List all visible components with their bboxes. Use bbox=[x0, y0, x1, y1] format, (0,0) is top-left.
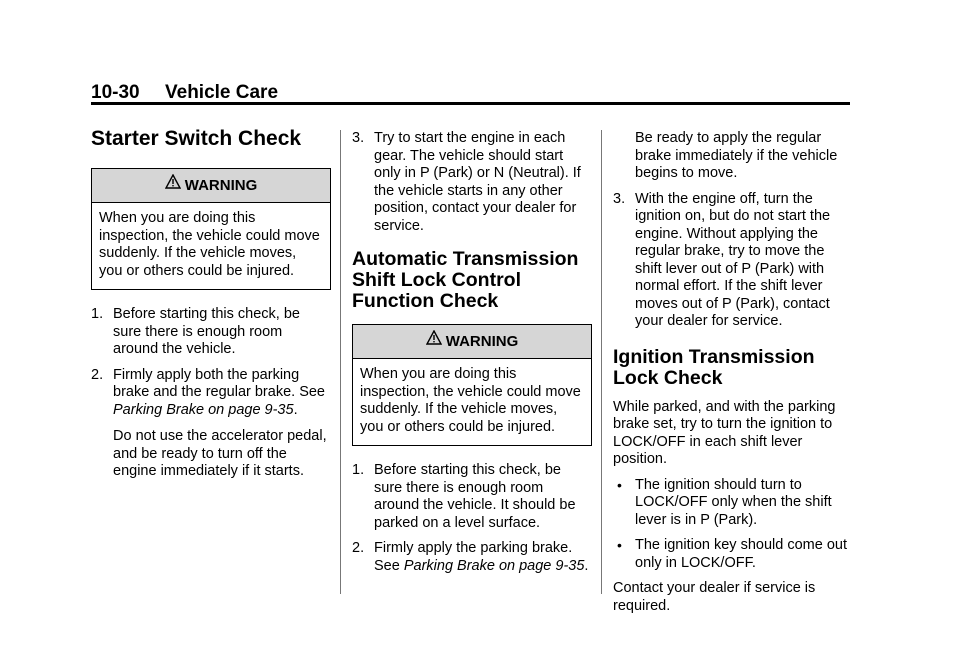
paragraph: Contact your dealer if service is required. bbox=[613, 580, 816, 614]
section-title-line: Function Check bbox=[352, 290, 499, 312]
page-number: 10-30 bbox=[91, 82, 140, 103]
list-text: Firmly apply the parking brake. See bbox=[374, 540, 573, 574]
list-number: 3. bbox=[352, 130, 365, 146]
bullet-icon: • bbox=[617, 476, 622, 493]
bullet-item bbox=[613, 537, 853, 572]
section-title-starter-switch: Starter Switch Check bbox=[91, 127, 302, 150]
section-title-shift-lock bbox=[352, 249, 592, 312]
paragraph: Be ready to apply the regular brake immediately if the vehicle begins to move. bbox=[635, 130, 838, 181]
list-text: Try to start the engine in each gear. The vehicle should start only in P (Park) or N (Neutral). If the vehicle starts in any other position, contact your dealer for service. bbox=[374, 130, 581, 234]
warning-box bbox=[352, 324, 592, 446]
list-item bbox=[91, 367, 331, 420]
list-number: 1. bbox=[91, 306, 104, 322]
list-text: Before starting this check, be sure there is enough room around the vehicle. bbox=[113, 306, 300, 357]
list-text-end: . bbox=[293, 401, 298, 418]
warning-header bbox=[353, 325, 591, 359]
section-title-line: Ignition Transmission bbox=[613, 345, 815, 368]
bullet-icon: • bbox=[617, 537, 622, 553]
column-3 bbox=[613, 130, 853, 615]
column-divider-2 bbox=[601, 130, 602, 594]
bullet-text: The ignition should turn to LOCK/OFF only when the shift lever is in P (Park). bbox=[635, 476, 832, 528]
warning-triangle-icon bbox=[426, 324, 442, 357]
list-item bbox=[352, 540, 592, 575]
warning-text: When you are doing this inspection, the vehicle could move suddenly. If the vehicle moves, you or others could be injured. bbox=[99, 210, 320, 279]
list-number: 3. bbox=[613, 190, 626, 207]
bullet-item bbox=[613, 477, 853, 530]
list-item bbox=[352, 130, 592, 235]
list-text: Before starting this check, be sure there is enough room around the vehicle. It should be parked on a level surface. bbox=[374, 462, 576, 531]
warning-header bbox=[92, 169, 330, 203]
list-number: 2. bbox=[352, 540, 365, 556]
warning-text: When you are doing this inspection, the vehicle could move suddenly. If the vehicle moves, you or others could be injured. bbox=[360, 366, 581, 435]
paragraph: Do not use the accelerator pedal, and be ready to turn off the engine immediately if it starts. bbox=[113, 428, 327, 479]
warning-box bbox=[91, 168, 331, 290]
list-number: 1. bbox=[352, 462, 365, 478]
column-divider-1 bbox=[340, 130, 341, 594]
paragraph: While parked, and with the parking brake set, try to turn the ignition to LOCK/OFF in each shift lever position. bbox=[613, 398, 836, 467]
section-title-line: Lock Check bbox=[613, 366, 723, 389]
section-title-ignition-lock bbox=[613, 347, 853, 389]
list-item bbox=[352, 462, 592, 532]
list-item bbox=[91, 306, 331, 359]
header-rule bbox=[91, 102, 850, 105]
page-header bbox=[91, 82, 851, 104]
list-text: With the engine off, turn the ignition on, but do not start the engine. Without applying the regular brake, try to move the shift lever out of P (Park) with normal effort. If the shift lever moves out of P (Park), contact your dealer for service. bbox=[635, 190, 831, 329]
section-title-line: Automatic Transmission bbox=[352, 248, 579, 270]
list-number: 2. bbox=[91, 366, 104, 383]
warning-label: WARNING bbox=[445, 333, 519, 350]
section-title-line: Shift Lock Control bbox=[352, 269, 521, 291]
bullet-text: The ignition key should come out only in LOCK/OFF. bbox=[635, 537, 847, 571]
warning-triangle-icon bbox=[165, 168, 181, 201]
list-text: Firmly apply both the parking brake and the regular brake. See bbox=[113, 366, 325, 400]
column-2 bbox=[352, 130, 592, 575]
chapter-title: Vehicle Care bbox=[165, 82, 279, 103]
warning-label: WARNING bbox=[184, 177, 258, 194]
list-text-end: . bbox=[584, 557, 589, 574]
column-1 bbox=[91, 128, 331, 481]
cross-reference-link[interactable]: Parking Brake on page 9-35 bbox=[403, 557, 585, 574]
list-item bbox=[613, 191, 853, 331]
cross-reference-link[interactable]: Parking Brake on page 9-35 bbox=[113, 401, 294, 418]
